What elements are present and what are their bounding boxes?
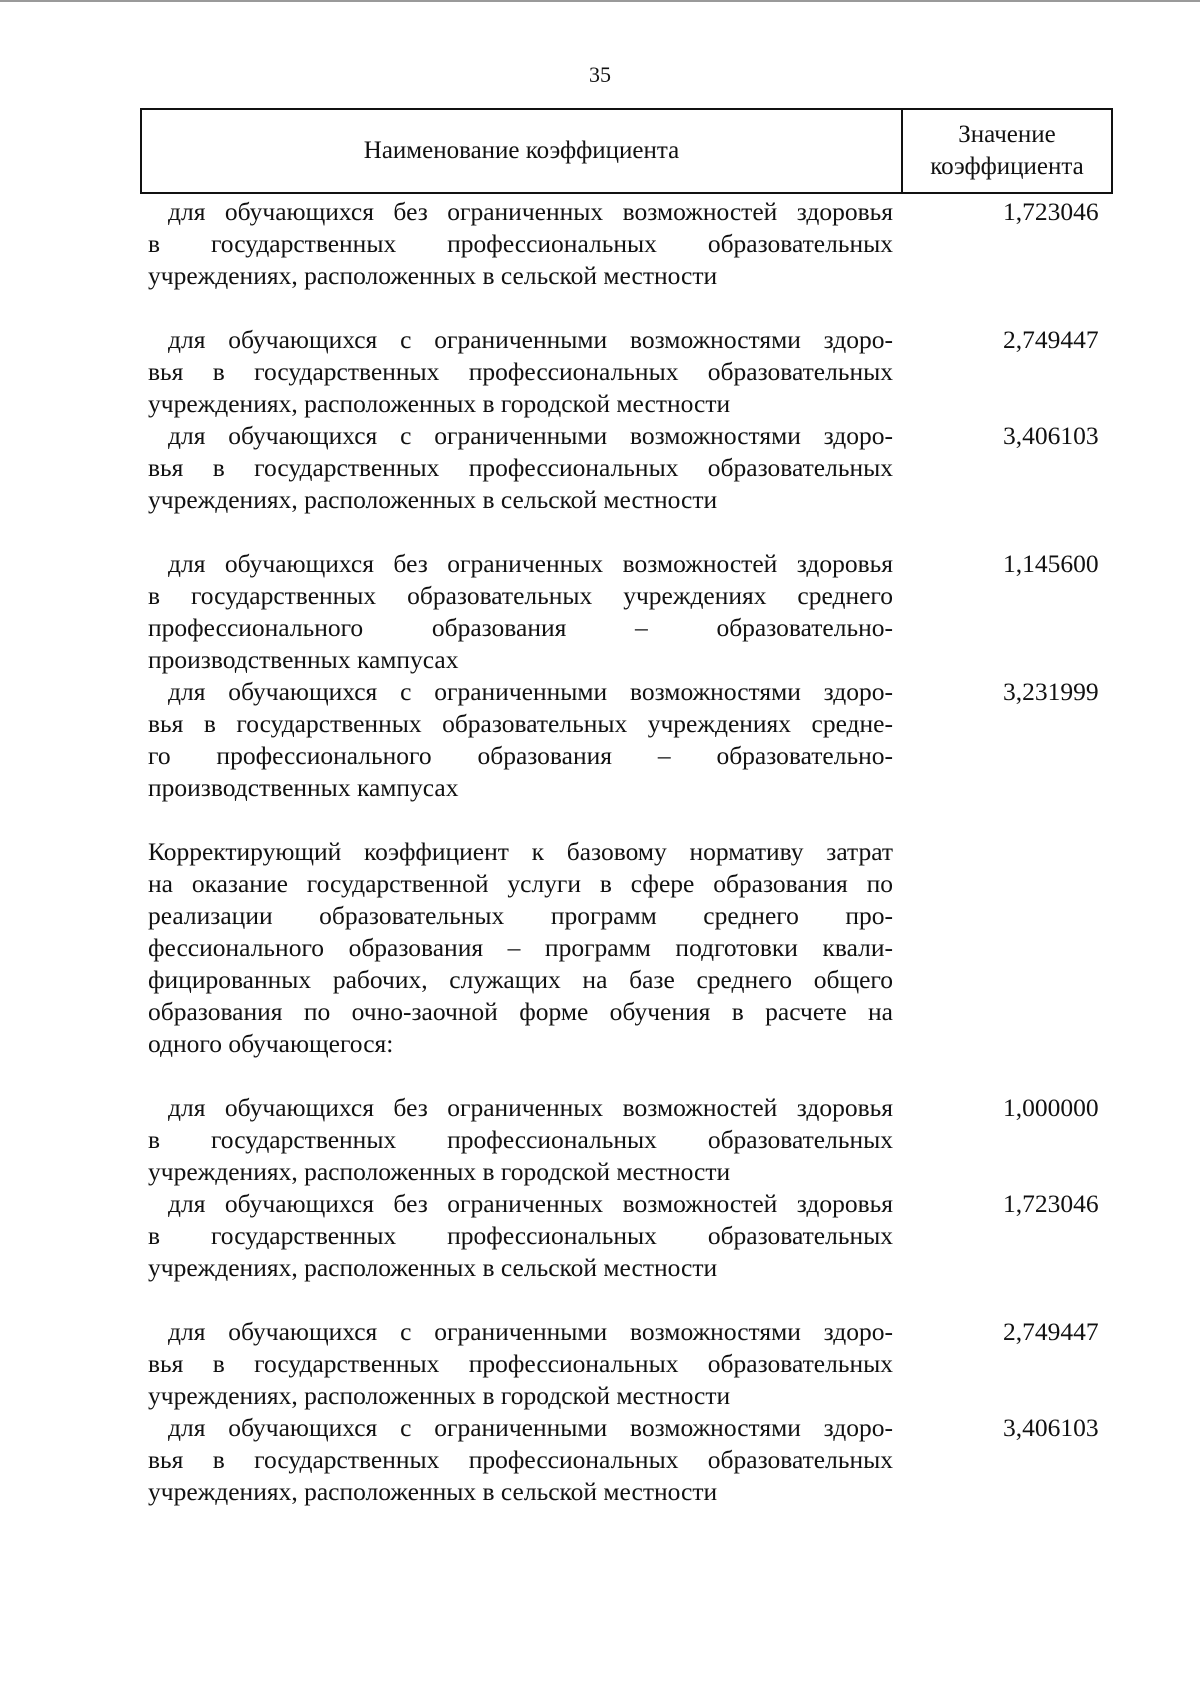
heading-line: на оказание государственной услуги в сфере образования по (148, 869, 893, 898)
table-row (148, 1092, 1148, 1188)
table-row-section-heading (148, 836, 1148, 1060)
table-row (148, 548, 1148, 676)
coefficient-description (148, 676, 893, 804)
description-line: учреждениях, расположенных в сельской местности (148, 1477, 718, 1506)
description-line: учреждениях, расположенных в сельской местности (148, 1253, 718, 1282)
coefficient-value: 3,231999 (1003, 677, 1099, 706)
description-line: учреждениях, расположенных в городской местности (148, 389, 731, 418)
coefficient-description (148, 196, 893, 292)
description-line: для обучающихся с ограниченными возможностями здоро- (168, 677, 893, 706)
description-line: для обучающихся без ограниченных возможностей здоровья (168, 1189, 893, 1218)
column-header-value-line2: коэффициента (930, 153, 1084, 180)
table-row (148, 1412, 1148, 1508)
coefficient-description (148, 548, 893, 676)
table-row (148, 1188, 1148, 1284)
column-header-value-line1: Значение (958, 121, 1056, 148)
description-line: го профессионального образования – образовательно- (148, 741, 893, 770)
table-row (148, 676, 1148, 804)
coefficient-description (148, 420, 893, 516)
top-border-line (0, 0, 1200, 2)
heading-line: Корректирующий коэффициент к базовому нормативу затрат (148, 837, 893, 866)
page-number: 35 (589, 62, 611, 87)
heading-line: реализации образовательных программ среднего про- (148, 901, 893, 930)
description-line: профессионального образования – образовательно- (148, 613, 893, 642)
description-line: вья в государственных образовательных учреждениях средне- (148, 709, 893, 738)
coefficient-value: 1,145600 (1003, 549, 1099, 578)
coefficient-value: 3,406103 (1003, 421, 1099, 450)
coefficient-value: 1,723046 (1003, 197, 1099, 226)
description-line: вья в государственных профессиональных образовательных (148, 357, 893, 386)
heading-line: образования по очно-заочной форме обучения в расчете на (148, 997, 893, 1026)
description-line: для обучающихся без ограниченных возможностей здоровья (168, 197, 893, 226)
description-line: производственных кампусах (148, 645, 459, 674)
column-header-value (903, 110, 1111, 192)
coefficient-list (148, 196, 1148, 1508)
coefficient-description (148, 324, 893, 420)
coefficient-value: 1,723046 (1003, 1189, 1099, 1218)
description-line: для обучающихся с ограниченными возможностями здоро- (168, 1413, 893, 1442)
description-line: в государственных профессиональных образовательных (148, 229, 893, 258)
coefficient-value: 2,749447 (1003, 325, 1099, 354)
description-line: учреждениях, расположенных в городской местности (148, 1381, 731, 1410)
description-line: производственных кампусах (148, 773, 459, 802)
table-row (148, 196, 1148, 292)
description-line: для обучающихся с ограниченными возможностями здоро- (168, 1317, 893, 1346)
heading-line: одного обучающегося: (148, 1029, 394, 1058)
description-line: для обучающихся без ограниченных возможностей здоровья (168, 1093, 893, 1122)
table-row (148, 1316, 1148, 1412)
description-line: вья в государственных профессиональных образовательных (148, 1445, 893, 1474)
description-line: вья в государственных профессиональных образовательных (148, 453, 893, 482)
heading-line: фицированных рабочих, служащих на базе среднего общего (148, 965, 893, 994)
heading-line: фессионального образования – программ подготовки квали- (148, 933, 893, 962)
description-line: учреждениях, расположенных в городской местности (148, 1157, 731, 1186)
description-line: учреждениях, расположенных в сельской местности (148, 485, 718, 514)
table-header (140, 108, 1113, 194)
description-line: в государственных профессиональных образовательных (148, 1221, 893, 1250)
description-line: для обучающихся с ограниченными возможностями здоро- (168, 325, 893, 354)
table-row (148, 324, 1148, 420)
coefficient-value: 3,406103 (1003, 1413, 1099, 1442)
description-line: учреждениях, расположенных в сельской местности (148, 261, 718, 290)
table-row (148, 420, 1148, 516)
column-header-name: Наименование коэффициента (363, 137, 680, 164)
coefficient-description (148, 1092, 893, 1188)
coefficient-value: 2,749447 (1003, 1317, 1099, 1346)
coefficient-description (148, 1188, 893, 1284)
description-line: в государственных профессиональных образовательных (148, 1125, 893, 1154)
description-line: в государственных образовательных учреждениях среднего (148, 581, 893, 610)
description-line: для обучающихся с ограниченными возможностями здоро- (168, 421, 893, 450)
coefficient-value: 1,000000 (1003, 1093, 1099, 1122)
description-line: для обучающихся без ограниченных возможностей здоровья (168, 549, 893, 578)
coefficient-description (148, 1316, 893, 1412)
section-heading (148, 836, 893, 1060)
description-line: вья в государственных профессиональных образовательных (148, 1349, 893, 1378)
coefficient-description (148, 1412, 893, 1508)
